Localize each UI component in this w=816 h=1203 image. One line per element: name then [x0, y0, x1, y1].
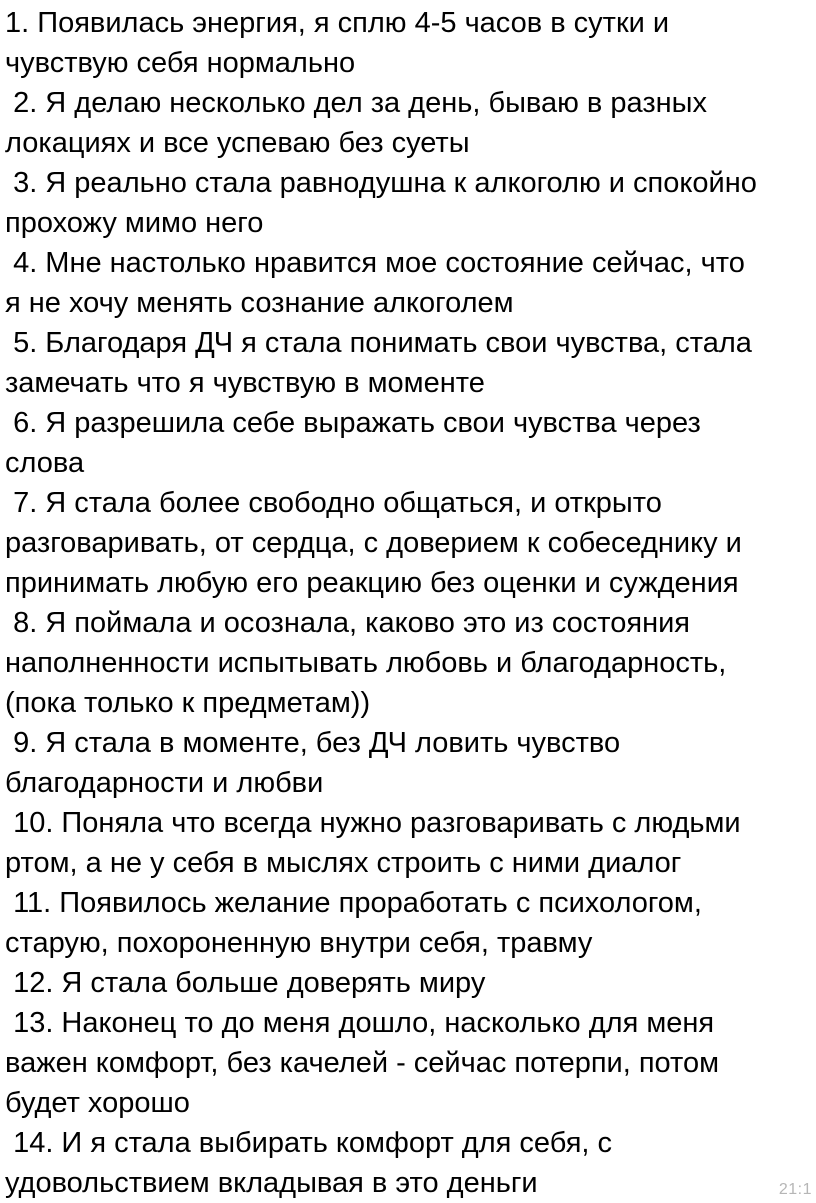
message-timestamp: 21:1 — [778, 1181, 812, 1198]
message-text: 1. Появилась энергия, я сплю 4-5 часов в сутки и чувствую себя нормально 2. Я делаю несколько дел за день, бываю в разных локациях и все успеваю без суеты 3. Я реально стала равнодушна к алкоголю и спокойно прохожу мимо него 4. Мне настолько нравится мое состояние сейчас, что я не хочу менять сознание алкоголем 5. Благодаря ДЧ я стала понимать свои чувства, стала замечать что я чувствую в моменте 6. Я разрешила себе выражать свои чувства через слова 7. Я стала более свободно общаться, и открыто разговаривать, от сердца, с доверием к собеседнику и принимать любую его реакцию без оценки и суждения 8. Я поймала и осознала, каково это из состояния наполненности испытывать любовь и благодарность, (пока только к предметам)) 9. Я стала в моменте, без ДЧ ловить чувство благодарности и любви 10. Поняла что всегда нужно разговаривать с людьми ртом, а не у себя в мыслях строить с ними диалог 11. Появилось желание проработать с психологом, старую, похороненную внутри себя, травму 12. Я стала больше доверять миру 13. Наконец то до меня дошло, насколько для меня важен комфорт, без качелей - сейчас потерпи, потом будет хорошо 14. И я стала выбирать комфорт для себя, с удовольствием вкладывая в это деньги — [5, 7, 757, 1199]
